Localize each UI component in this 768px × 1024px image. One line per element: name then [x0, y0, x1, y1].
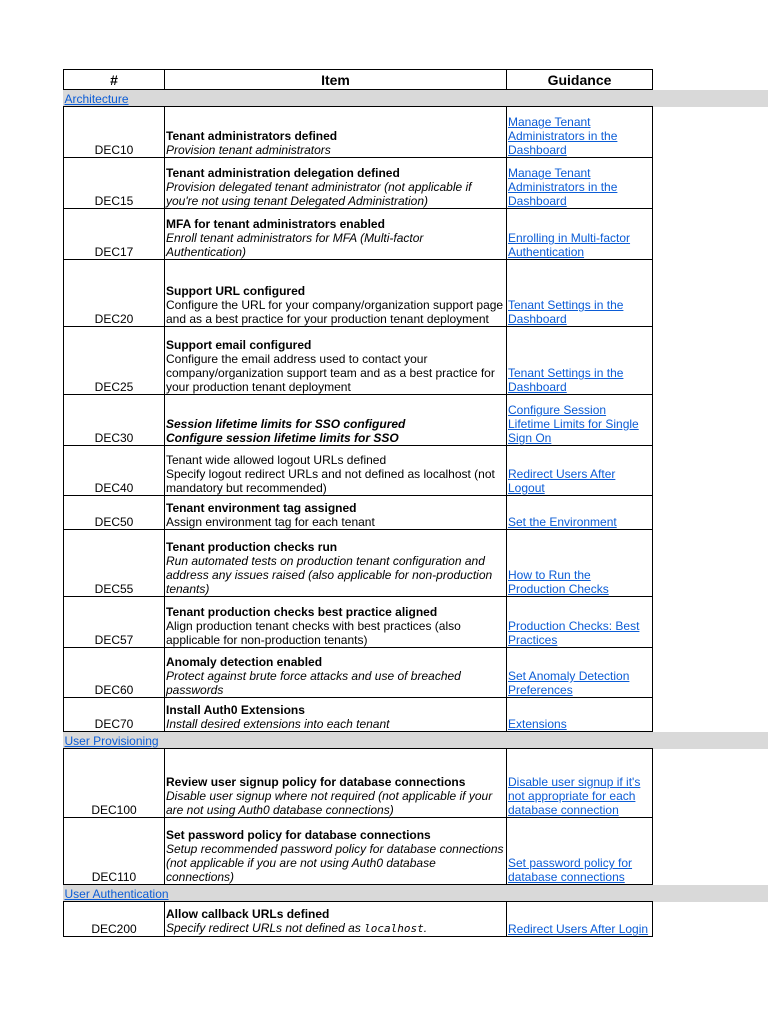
item-description: Install desired extensions into each tenant	[166, 717, 390, 731]
guidance-link[interactable]: Set the Environment	[508, 515, 617, 529]
item-description: Disable user signup where not required (not applicable if your are not using Auth0 database connections)	[166, 789, 493, 817]
table-row	[64, 648, 653, 698]
header-num: #	[64, 70, 165, 90]
table-row	[64, 209, 653, 260]
item-cell	[165, 395, 507, 446]
item-id: DEC70	[64, 698, 165, 732]
header-item: Item	[165, 70, 507, 90]
item-description-end: .	[423, 921, 428, 935]
table-row	[64, 597, 653, 648]
item-id: DEC25	[64, 327, 165, 395]
guidance-cell	[507, 597, 653, 648]
guidance-link[interactable]: Manage Tenant Administrators in the Dashboard	[508, 115, 618, 157]
guidance-cell	[507, 327, 653, 395]
guidance-cell	[507, 818, 653, 885]
item-cell	[165, 749, 507, 818]
table-row	[64, 446, 653, 496]
table-row	[64, 902, 653, 937]
guidance-cell	[507, 158, 653, 209]
guidance-cell	[507, 496, 653, 530]
item-id: DEC55	[64, 530, 165, 597]
item-cell	[165, 496, 507, 530]
item-title: Install Auth0 Extensions	[166, 703, 305, 717]
item-title: Session lifetime limits for SSO configured	[166, 417, 406, 431]
guidance-link[interactable]: How to Run the Production Checks	[508, 568, 609, 596]
item-description: Configure session lifetime limits for SSO	[166, 431, 399, 445]
table-row	[64, 395, 653, 446]
item-description-text: Specify redirect URLs not defined as	[166, 921, 361, 935]
table-row	[64, 530, 653, 597]
table-row	[64, 260, 653, 327]
guidance-link[interactable]: Disable user signup if it's not appropriate for each database connection	[508, 775, 641, 817]
item-cell	[165, 530, 507, 597]
guidance-link[interactable]: Tenant Settings in the Dashboard	[508, 298, 624, 326]
guidance-cell	[507, 530, 653, 597]
item-title: Set password policy for database connections	[166, 828, 431, 842]
item-id: DEC60	[64, 648, 165, 698]
item-title: Tenant production checks run	[166, 540, 338, 554]
guidance-link[interactable]: Configure Session Lifetime Limits for Single Sign On	[508, 403, 639, 445]
item-cell	[165, 818, 507, 885]
item-title: MFA for tenant administrators enabled	[166, 217, 385, 231]
table-row	[64, 749, 653, 818]
item-id: DEC50	[64, 496, 165, 530]
item-description: Configure the email address used to contact your company/organization support team and as a best practice for your production tenant deployment	[166, 352, 495, 394]
guidance-link[interactable]: Tenant Settings in the Dashboard	[508, 366, 624, 394]
guidance-cell	[507, 209, 653, 260]
item-title: Tenant environment tag assigned	[166, 501, 357, 515]
item-description: Assign environment tag for each tenant	[166, 515, 375, 529]
section-row	[64, 732, 653, 749]
item-id: DEC200	[64, 902, 165, 937]
section-row	[64, 90, 653, 107]
guidance-link[interactable]: Set Anomaly Detection Preferences	[508, 669, 630, 697]
item-cell	[165, 597, 507, 648]
item-cell	[165, 260, 507, 327]
item-title: Anomaly detection enabled	[166, 655, 323, 669]
guidance-cell	[507, 902, 653, 937]
item-id: DEC17	[64, 209, 165, 260]
guidance-link[interactable]: Redirect Users After Login	[508, 922, 649, 936]
item-description: Specify logout redirect URLs and not defined as localhost (not mandatory but recommended)	[166, 467, 495, 495]
item-cell	[165, 209, 507, 260]
guidance-cell	[507, 648, 653, 698]
table-row	[64, 698, 653, 732]
item-id: DEC30	[64, 395, 165, 446]
item-cell	[165, 902, 507, 937]
section-link[interactable]: User Provisioning	[64, 734, 159, 748]
guidance-cell	[507, 260, 653, 327]
item-title: Tenant administration delegation defined	[166, 166, 400, 180]
item-id: DEC15	[64, 158, 165, 209]
item-description: Configure the URL for your company/organization support page and as a best practice for your production tenant deployment	[166, 298, 504, 326]
table-row	[64, 327, 653, 395]
table-row	[64, 107, 653, 158]
guidance-link[interactable]: Production Checks: Best Practices	[508, 619, 640, 647]
item-title: Review user signup policy for database connections	[166, 775, 466, 789]
guidance-cell	[507, 395, 653, 446]
guidance-link[interactable]: Extensions	[508, 717, 567, 731]
item-title: Tenant administrators defined	[166, 129, 338, 143]
item-title: Allow callback URLs defined	[166, 907, 330, 921]
item-id: DEC40	[64, 446, 165, 496]
header-guidance: Guidance	[507, 70, 653, 90]
item-description: Provision delegated tenant administrator (not applicable if you're not using tenant Delegated Administration)	[166, 180, 472, 208]
guidance-cell	[507, 749, 653, 818]
guidance-link[interactable]: Set password policy for database connections	[508, 856, 633, 884]
item-description: Align production tenant checks with best practices (also applicable for non-production tenants)	[166, 619, 461, 647]
item-description: Setup recommended password policy for database connections (not applicable if you are not using Auth0 database connections)	[166, 842, 504, 884]
checklist-table	[63, 69, 653, 937]
item-cell	[165, 648, 507, 698]
item-description: Provision tenant administrators	[166, 143, 331, 157]
table-row	[64, 818, 653, 885]
item-title: Tenant wide allowed logout URLs defined	[166, 453, 387, 467]
item-id: DEC10	[64, 107, 165, 158]
guidance-link[interactable]: Enrolling in Multi-factor Authentication	[508, 231, 631, 259]
item-description: Run automated tests on production tenant configuration and address any issues raised (also applicable for non-production tenants)	[166, 554, 493, 596]
section-link[interactable]: User Authentication	[64, 887, 169, 901]
item-description: Protect against brute force attacks and use of breached passwords	[166, 669, 461, 697]
table-row	[64, 496, 653, 530]
item-title: Support URL configured	[166, 284, 306, 298]
item-cell	[165, 158, 507, 209]
item-id: DEC20	[64, 260, 165, 327]
guidance-link[interactable]: Manage Tenant Administrators in the Dashboard	[508, 166, 618, 208]
guidance-link[interactable]: Redirect Users After Logout	[508, 467, 616, 495]
header-row	[64, 70, 653, 90]
section-row	[64, 885, 653, 902]
item-title: Support email configured	[166, 338, 312, 352]
item-cell	[165, 446, 507, 496]
item-id: DEC57	[64, 597, 165, 648]
section-link[interactable]: Architecture	[64, 92, 129, 106]
table-row	[64, 158, 653, 209]
item-id: DEC110	[64, 818, 165, 885]
guidance-cell	[507, 698, 653, 732]
item-description: Enroll tenant administrators for MFA (Multi-factor Authentication)	[166, 231, 424, 259]
item-description-code: localhost	[364, 922, 424, 935]
guidance-cell	[507, 446, 653, 496]
guidance-cell	[507, 107, 653, 158]
item-cell	[165, 698, 507, 732]
item-cell	[165, 107, 507, 158]
item-description	[166, 921, 505, 936]
item-id: DEC100	[64, 749, 165, 818]
item-title: Tenant production checks best practice aligned	[166, 605, 438, 619]
item-cell	[165, 327, 507, 395]
